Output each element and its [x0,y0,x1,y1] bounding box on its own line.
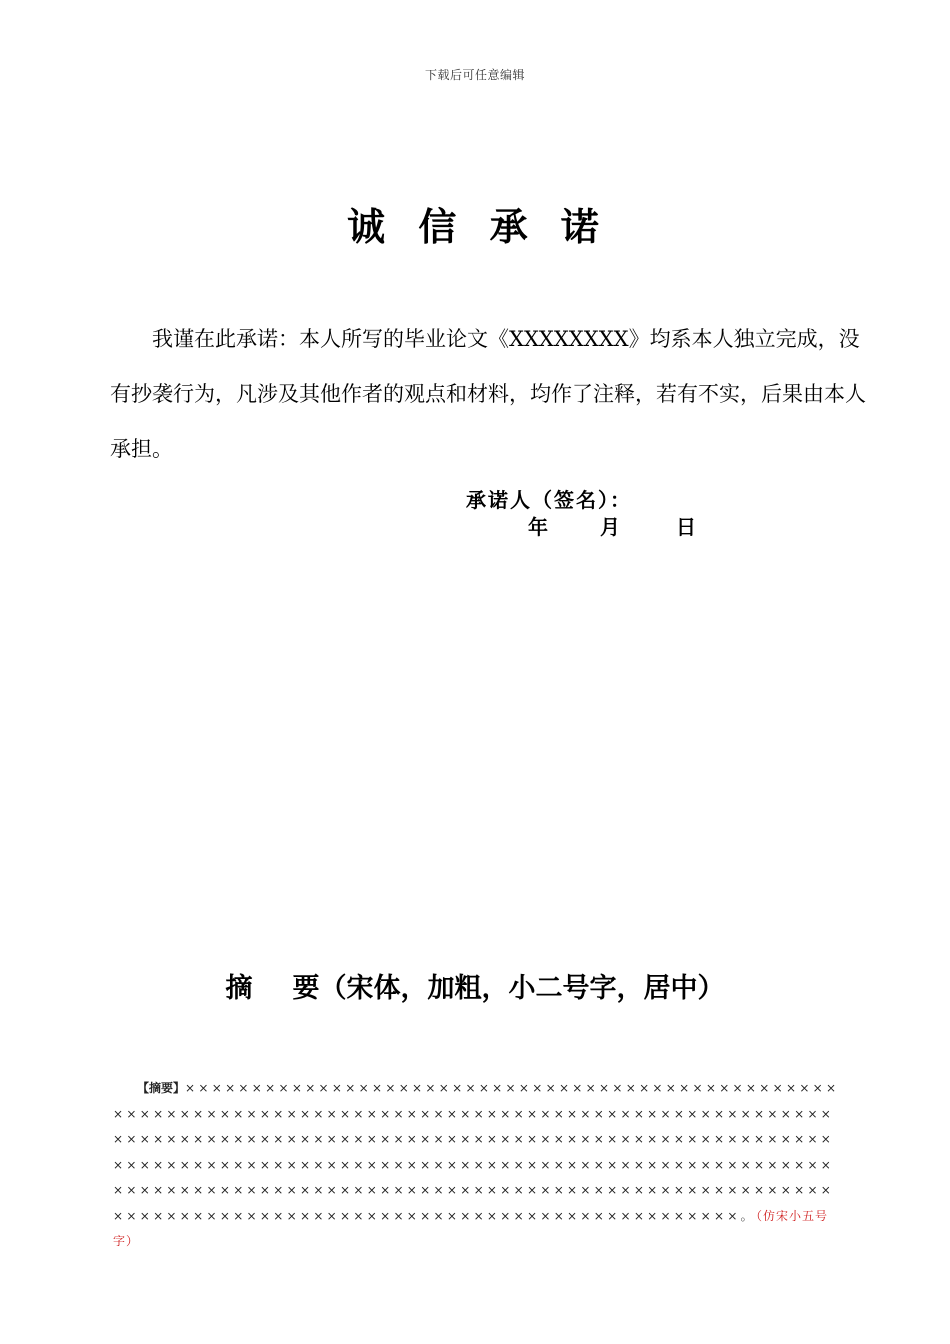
date-line [528,511,696,540]
date-day-label: 日 [676,515,696,539]
signature-label: 承诺人（签名）： [466,488,632,512]
header-note: 下载后可任意编辑 [424,68,525,82]
abstract-heading [0,966,950,1005]
date-month-label: 月 [600,515,620,539]
abstract-placeholder-text: ××××××××××××××××××××××××××××××××××××××××××××××××××××××××××××××××××××××××××××××××××××××××××××××××××××××××××××××××××××××××××××××××××××××××××××××××××××××××××××××××××××××××××××××××××××××××××××××××××××××××××××××××××××××××××××××××××××××××××××××××××××××××××××××××××××××××××××××××××××××××××××××××××××××××××××××××××××××××。 [113,1081,840,1223]
abstract-heading-main: 摘 [225,973,253,1004]
abstract-format-note: （仿宋小五号字） [113,1208,828,1248]
date-year-label: 年 [528,515,548,539]
abstract-body [113,1076,843,1255]
page-title: 诚 信 承 诺 [347,204,603,249]
promise-paragraph [110,312,870,477]
abstract-heading-rest: 要（宋体，加粗，小二号字，居中） [292,973,725,1004]
promise-text: 我谨在此承诺：本人所写的毕业论文《XXXXXXXX》均系本人独立完成，没有抄袭行为，凡涉及其他作者的观点和材料，均作了注释，若有不实，后果由本人承担。 [110,327,866,461]
abstract-label: 【摘要】 [137,1081,186,1095]
